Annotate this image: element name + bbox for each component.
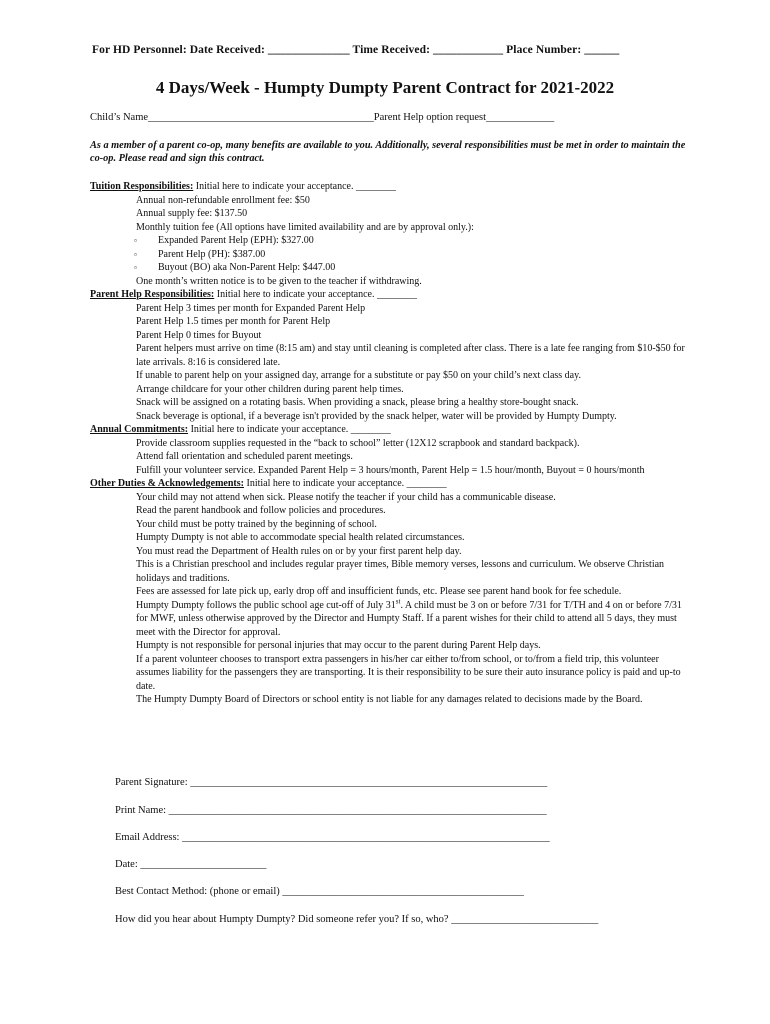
print-name-field[interactable]: Print Name: ________________________________________________________________________ (115, 805, 547, 816)
parent-help-title: Parent Help Responsibilities: (90, 289, 215, 300)
other-instruction: Initial here to indicate your acceptance. ________ (243, 478, 447, 489)
list-item: Parent Help 1.5 times per month for Parent Help (136, 316, 331, 327)
parent-help-section (90, 288, 685, 302)
tuition-instruction: Initial here to indicate your acceptance. ________ (193, 181, 396, 192)
list-item: Fees are assessed for late pick up, early drop off and insufficient funds, etc. Please see parent hand book for fee schedule. (136, 586, 622, 597)
list-item: Snack beverage is optional, if a beverage isn't provided by the snack helper, water will be provided by Humpty Dumpty. (136, 410, 617, 422)
list-item: Your child may not attend when sick. Please notify the teacher if your child has a communicable disease. (136, 491, 556, 503)
contact-method-field[interactable]: Best Contact Method: (phone or email) ______________________________________________ (115, 886, 524, 897)
list-item: Monthly tuition fee (All options have limited availability and are by approval only.): (136, 221, 474, 233)
referral-field[interactable]: How did you hear about Humpty Dumpty? Did someone refer you? If so, who? ____________________________ (115, 914, 599, 925)
list-item: If unable to parent help on your assigned day, arrange for a substitute or pay $50 on your child’s next class day. (136, 370, 581, 381)
bullet-item: ▫ Buyout (BO) aka Non-Parent Help: $447.00 (90, 261, 685, 275)
bullet-item: ▫ Expanded Parent Help (EPH): $327.00 (90, 234, 685, 248)
other-title: Other Duties & Acknowledgements: (90, 478, 244, 489)
list-item: Parent Help 3 times per month for Expanded Parent Help (136, 302, 366, 314)
list-item: This is a Christian preschool and includes regular prayer times, Bible memory verses, lessons and curriculum. We observe Christian holidays and traditions. (136, 559, 665, 584)
age-cutoff-item (90, 599, 685, 640)
email-field[interactable]: Email Address: ______________________________________________________________________ (115, 832, 550, 843)
tuition-title: Tuition Responsibilities: (90, 181, 194, 192)
list-item: You must read the Department of Health rules on or by your first parent help day. (136, 545, 462, 557)
tuition-section (90, 180, 685, 194)
list-item: Annual non-refundable enrollment fee: $50 (136, 194, 310, 206)
annual-title: Annual Commitments: (90, 424, 189, 435)
list-item: If a parent volunteer chooses to transport extra passengers in his/her car either to/from school, or to/from a field trip, this volunteer assumes liability for the passengers they are transporting. It is their responsibility to be sure their auto insurance policy is paid and up-to date. (136, 653, 681, 692)
list-item: Parent Help 0 times for Buyout (136, 329, 262, 341)
cutoff-rest: . A child must be 3 on or before 7/31 for T/TH and 4 on or before 7/31 for MWF, unless otherwise approved by the Director and Humpty Staff. If a parent wishes for their child to attend all 5 days, they must meet with the Director for approval. (136, 599, 682, 638)
annual-instruction: Initial here to indicate your acceptance. ________ (188, 424, 391, 435)
list-item: Parent helpers must arrive on time (8:15 am) and stay until cleaning is completed after class. There is a late fee ranging from $10-$50 for late arrivals. 8:16 is considered late. (136, 343, 685, 368)
list-item: Fulfill your volunteer service. Expanded Parent Help = 3 hours/month, Parent Help = 1.5 hour/month, Buyout = 0 hours/month (136, 464, 645, 476)
list-item: The Humpty Dumpty Board of Directors or school entity is not liable for any damages related to decisions made by the Board. (136, 694, 643, 705)
list-item: Annual supply fee: $137.50 (136, 208, 248, 219)
list-item: Provide classroom supplies requested in the “back to school” letter (12X12 scrapbook and standard backpack). (136, 437, 580, 449)
intro-paragraph: As a member of a parent co-op, many benefits are available to you. Additionally, several responsibilities must be met in order to maintain the co-op. Please read and sign this contract. (90, 140, 686, 164)
parent-signature-field[interactable]: Parent Signature: ____________________________________________________________________ (115, 777, 548, 788)
list-item: Attend fall orientation and scheduled parent meetings. (136, 451, 353, 462)
cutoff-sup: st (395, 597, 401, 606)
list-item: One month’s written notice is to be given to the teacher if withdrawing. (136, 275, 422, 287)
child-name-line: Child’s Name___________________________________________Parent Help option request_____________ (90, 112, 555, 123)
list-item: Snack will be assigned on a rotating basis. When providing a snack, please bring a healthy store-bought snack. (136, 397, 579, 408)
parent-help-instruction: Initial here to indicate your acceptance. ________ (214, 289, 417, 300)
list-item: Arrange childcare for your other children during parent help times. (136, 383, 404, 395)
list-item: Humpty is not responsible for personal injuries that may occur to the parent during Parent Help days. (136, 640, 541, 651)
other-section (90, 477, 685, 491)
annual-section (90, 423, 685, 437)
cutoff-start: Humpty Dumpty follows the public school age cut-off of July 31 (136, 599, 396, 611)
list-item: Your child must be potty trained by the beginning of school. (136, 518, 377, 530)
bullet-item: ▫ Parent Help (PH): $387.00 (90, 248, 685, 262)
list-item: Read the parent handbook and follow policies and procedures. (136, 505, 386, 516)
date-field[interactable]: Date: ________________________ (115, 859, 267, 870)
page-title: 4 Days/Week - Humpty Dumpty Parent Contract for 2021-2022 (155, 78, 615, 97)
contract-body (90, 180, 685, 707)
list-item: Humpty Dumpty is not able to accommodate special health related circumstances. (136, 532, 465, 543)
hd-personnel-line: For HD Personnel: Date Received: ______________ Time Received: ____________ Place Number: ______ (92, 44, 620, 56)
